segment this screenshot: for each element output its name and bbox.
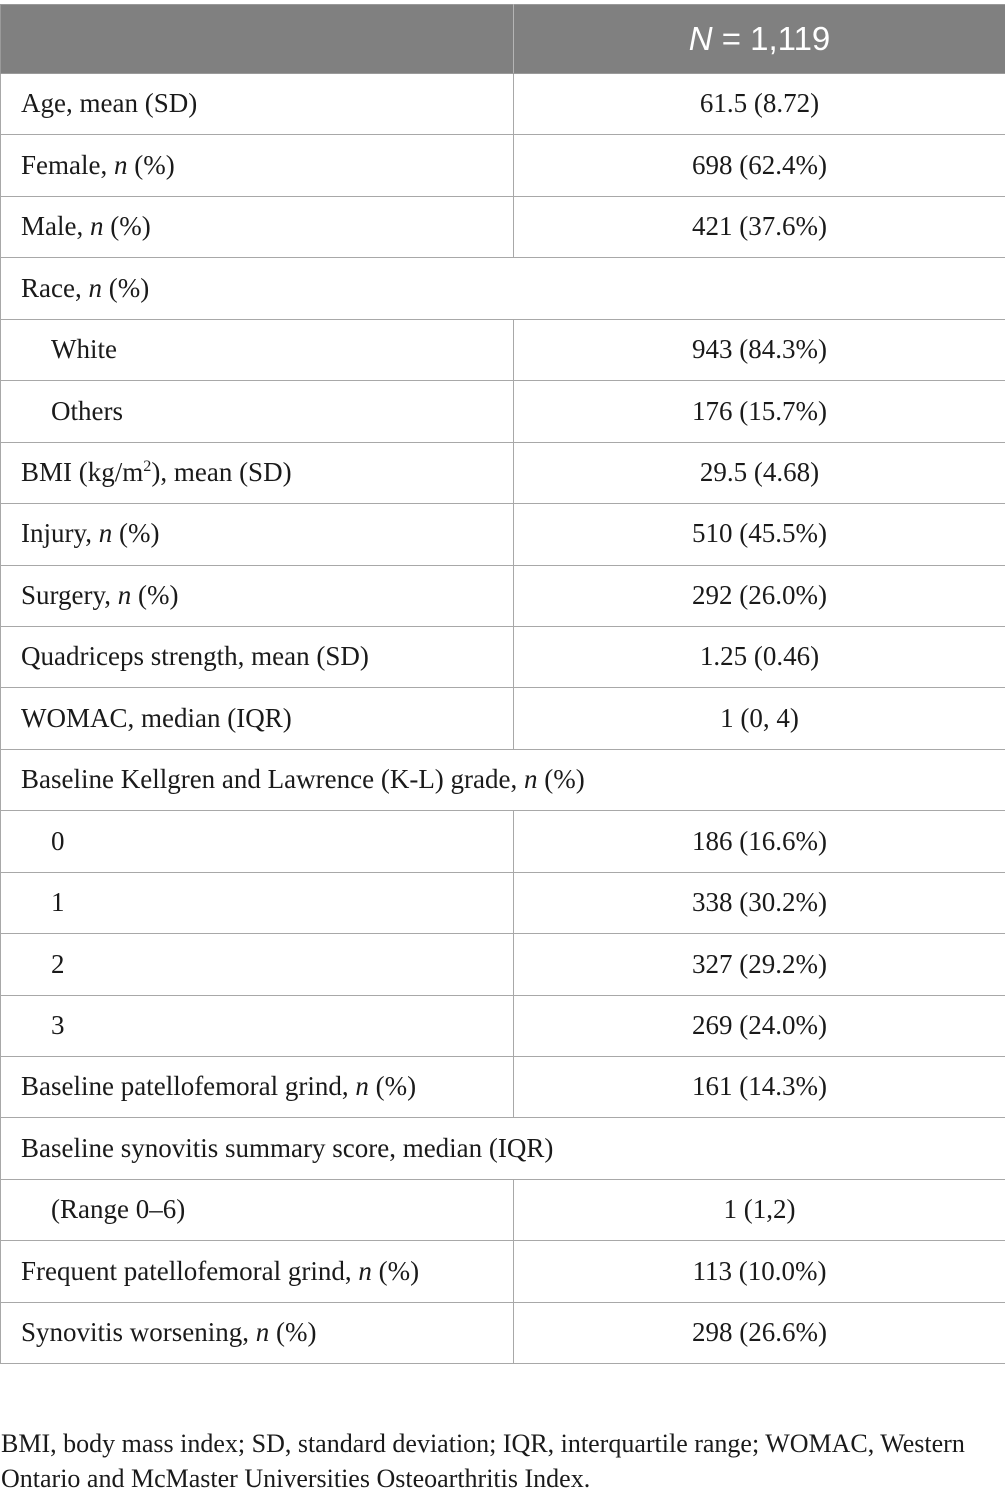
row-value-surgery: 292 (26.0%)	[514, 565, 1005, 626]
table-row	[1, 1179, 1005, 1240]
row-label-synovitis-worsening: Synovitis worsening, n (%)	[1, 1302, 514, 1363]
row-value-synovitis-worsening: 298 (26.6%)	[514, 1302, 1005, 1363]
row-value-pf-grind: 161 (14.3%)	[514, 1057, 1005, 1118]
baseline-characteristics-table	[0, 4, 1005, 1364]
table-row	[1, 1241, 1005, 1302]
row-label-race: Race, n (%)	[1, 258, 1005, 319]
row-label-male: Male, n (%)	[1, 196, 514, 257]
table-row	[1, 565, 1005, 626]
table-row	[1, 135, 1005, 196]
baseline-characteristics-table-container	[0, 4, 1005, 1364]
table-row	[1, 258, 1005, 319]
row-label-synovitis-score: Baseline synovitis summary score, median (IQR)	[1, 1118, 1005, 1179]
row-value-womac: 1 (0, 4)	[514, 688, 1005, 749]
row-value-injury: 510 (45.5%)	[514, 504, 1005, 565]
row-label-quadriceps: Quadriceps strength, mean (SD)	[1, 626, 514, 687]
table-footnote: BMI, body mass index; SD, standard deviation; IQR, interquartile range; WOMAC, Western Ontario and McMaster Universities Osteoarthritis Index.	[1, 1429, 965, 1493]
table-row	[1, 934, 1005, 995]
row-label-kl-3: 3	[1, 995, 514, 1056]
row-value-male: 421 (37.6%)	[514, 196, 1005, 257]
table-row	[1, 381, 1005, 442]
row-value-kl-1: 338 (30.2%)	[514, 872, 1005, 933]
table-row	[1, 319, 1005, 380]
table-row	[1, 504, 1005, 565]
table-row	[1, 626, 1005, 687]
header-n-symbol: N	[688, 20, 713, 57]
row-label-age: Age, mean (SD)	[1, 74, 514, 135]
row-label-white: White	[1, 319, 514, 380]
row-value-bmi: 29.5 (4.68)	[514, 442, 1005, 503]
table-row	[1, 872, 1005, 933]
table-row	[1, 1057, 1005, 1118]
row-label-female: Female, n (%)	[1, 135, 514, 196]
table-row	[1, 74, 1005, 135]
header-n-value: = 1,119	[712, 20, 831, 57]
table-row	[1, 1118, 1005, 1179]
table-header-row	[1, 5, 1005, 74]
row-label-womac: WOMAC, median (IQR)	[1, 688, 514, 749]
row-value-frequent-grind: 113 (10.0%)	[514, 1241, 1005, 1302]
row-label-bmi: BMI $(kg/m^2)$, mean (SD)	[1, 442, 514, 503]
row-label-kl-2: 2	[1, 934, 514, 995]
row-label-frequent-grind: Frequent patellofemoral grind, n (%)	[1, 1241, 514, 1302]
row-label-others: Others	[1, 381, 514, 442]
table-row	[1, 995, 1005, 1056]
row-value-range: 1 (1,2)	[514, 1179, 1005, 1240]
row-label-kl-0: 0	[1, 811, 514, 872]
row-label-kl-1: 1	[1, 872, 514, 933]
header-empty-cell	[1, 5, 514, 74]
table-row	[1, 688, 1005, 749]
row-value-kl-0: 186 (16.6%)	[514, 811, 1005, 872]
row-label-surgery: Surgery, n (%)	[1, 565, 514, 626]
row-value-kl-3: 269 (24.0%)	[514, 995, 1005, 1056]
row-value-age: 61.5 (8.72)	[514, 74, 1005, 135]
row-value-others: 176 (15.7%)	[514, 381, 1005, 442]
row-label-kl-grade: Baseline Kellgren and Lawrence (K-L) grade, n (%)	[1, 749, 1005, 810]
header-sample-size	[514, 5, 1005, 74]
row-label-range: (Range 0–6)	[1, 1179, 514, 1240]
table-row	[1, 1302, 1005, 1363]
table-row	[1, 749, 1005, 810]
row-label-injury: Injury, n (%)	[1, 504, 514, 565]
row-value-female: 698 (62.4%)	[514, 135, 1005, 196]
row-value-white: 943 (84.3%)	[514, 319, 1005, 380]
table-row	[1, 196, 1005, 257]
table-row	[1, 811, 1005, 872]
row-label-pf-grind: Baseline patellofemoral grind, n (%)	[1, 1057, 514, 1118]
table-row	[1, 442, 1005, 503]
row-value-kl-2: 327 (29.2%)	[514, 934, 1005, 995]
row-value-quadriceps: 1.25 (0.46)	[514, 626, 1005, 687]
